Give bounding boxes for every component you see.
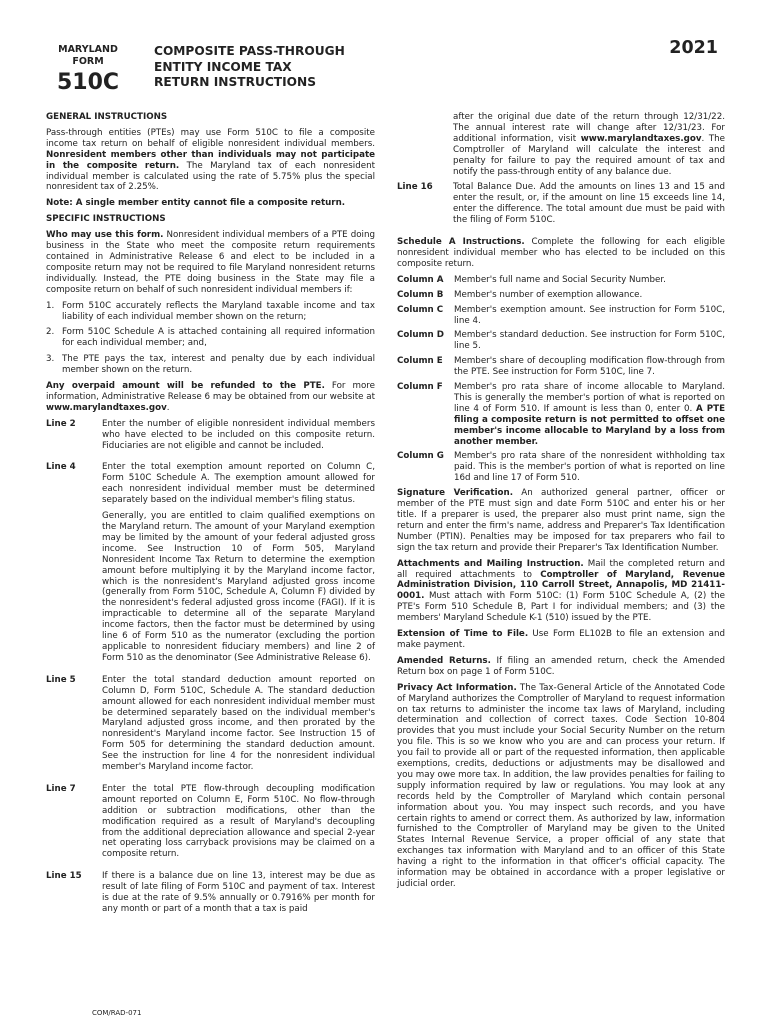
column-c-row bbox=[397, 305, 725, 327]
amended-text: If filing an amended return, check the Amended Return box on page 1 of Form 510C. bbox=[397, 655, 725, 677]
line-text: Enter the total PTE flow-through decoupling modification amount reported on Column E, Form 510C. No flow-through addition or subtraction modifications, other than the modification required as a result of Maryland's decoupling from the additional depreciation allowance and special 2-year net operating loss carryback provisions may be claimed on a composite return. bbox=[102, 783, 375, 860]
amended-heading: Amended Returns. bbox=[397, 655, 491, 666]
single-member-note: Note: A single member entity cannot file a composite return. bbox=[46, 198, 346, 209]
line-16-instruction bbox=[397, 182, 725, 231]
right-column bbox=[397, 112, 725, 895]
column-f-row bbox=[397, 382, 725, 447]
list-number: 3. bbox=[46, 354, 55, 365]
column-label: Column B bbox=[397, 289, 444, 300]
column-b-row bbox=[397, 290, 725, 301]
line-text: Enter the total standard deduction amount reported on Column D, Form 510C, Schedule A. The standard deduction amount allowed for each nonresident individual member must be determined separately based on the individual member's Maryland adjusted gross income, and then prorated by the nonresident's Maryland income factor. See Instruction 15 of Form 505 for determining the standard deduction amount. See the instruction for line 4 for the nonresident individual member's Maryland income factor. bbox=[102, 674, 375, 773]
state-label: MARYLAND bbox=[58, 44, 118, 55]
line-text: Enter the number of eligible nonresident individual members who have elected to be included on this composite return. Fiduciaries are not eligible and cannot be included. bbox=[102, 418, 375, 451]
privacy-paragraph bbox=[397, 683, 725, 890]
form-code-footer: COM/RAD-071 bbox=[92, 1009, 142, 1017]
continuation-text-end: . The Comptroller of Maryland will calculate the interest and penalty for failure to pay the required amount of tax and notify the pass-through entity of any balance due. bbox=[453, 133, 725, 177]
left-column bbox=[46, 112, 375, 926]
list-item bbox=[46, 301, 375, 323]
column-label: Column E bbox=[397, 356, 443, 367]
overpaid-end: . bbox=[166, 402, 170, 413]
attachments-paragraph bbox=[397, 559, 725, 624]
column-g-row bbox=[397, 451, 725, 484]
line-text: If there is a balance due on line 13, interest may be due as result of late filing of Form 510C and payment of tax. Interest is due at the rate of 9.5% annually or 0.7916% per month for any month or part of a month that a tax is paid bbox=[102, 871, 375, 914]
column-e-row bbox=[397, 356, 725, 378]
who-may-use-paragraph bbox=[46, 230, 375, 295]
line-label: Line 2 bbox=[46, 418, 76, 429]
title-line-1: COMPOSITE PASS-THROUGH bbox=[154, 44, 345, 58]
list-text: Form 510C Schedule A is attached containing all required information for each individual member; and, bbox=[62, 327, 375, 349]
column-text bbox=[454, 382, 725, 447]
website-link[interactable]: www.marylandtaxes.gov bbox=[580, 133, 702, 144]
mailing-address: Comptroller of Maryland, Revenue Administration Division, 110 Carroll Street, Annapolis, MD 21411-0001. bbox=[397, 569, 725, 602]
list-text: Form 510C accurately reflects the Maryland taxable income and tax liability of each individual member shown on the return; bbox=[62, 300, 375, 322]
column-text: Member's share of decoupling modification flow-through from the PTE. See instruction for Form 510C, line 7. bbox=[454, 356, 725, 378]
continuation-text: after the original due date of the return through 12/31/22. The annual interest rate will change after 12/31/23. For additional information, visit bbox=[453, 112, 725, 144]
line-text: Generally, you are entitled to claim qualified exemptions on the Maryland return. The amount of your Maryland exemption may be limited by the amount of your federal adjusted gross income. See Instruction 10 of Form 505, Maryland Nonresident Income Tax Return to determine the exemption amount before multiplying it by the Maryland income factor, which is the nonresident's Maryland adjusted gross income (generally from Form 510C, Schedule A, Column F) divided by the nonresident's federal adjusted gross income (FAGI). If it is impracticable to determine all of the separate Maryland income factors, then the factor must be determined by using line 6 of Form 510 as the numerator (excluding the portion applicable to nonresident fiduciary members) and line 2 of Form 510 as the denominator (See Administrative Release 6). bbox=[102, 511, 375, 663]
privacy-text: The Tax-General Article of the Annotated Code of Maryland authorizes the Comptroller of Maryland to request information on tax returns to administer the income tax laws of Maryland, including determination and collection of correct taxes. Code Section 10-804 provides that you must include your Social Security Number on the return you file. This is so we know who you are and can process your return. If you fail to provide all or part of the requested information, then applicable exemptions, credits, deductions or adjustments may be disallowed and you may owe more tax. In addition, the law provides penalties for failing to supply information required by law or regulations. You may look at any records held by the Comptroller of Maryland which contain personal information about you. You may inspect such records, and you have certain rights to amend or correct them. As authorized by law, information furnished to the Comptroller of Maryland may be given to the United States Internal Revenue Service, a proper official of any state that exchanges tax information with Maryland and to an officer of this State having a right to the information in that officer's official capacity. The information may be obtained in accordance with a proper legislative or judicial order. bbox=[397, 682, 725, 889]
list-number: 1. bbox=[46, 300, 55, 311]
form-label: FORM bbox=[72, 55, 104, 67]
list-text: The PTE pays the tax, interest and penalty due by each individual member shown on the return. bbox=[62, 354, 375, 376]
column-label: Column A bbox=[397, 274, 444, 285]
column-label: Column G bbox=[397, 451, 444, 462]
line-text: Total Balance Due. Add the amounts on lines 13 and 15 and enter the result, or, if the amount on line 15 exceeds line 14, enter the difference. The total amount due must be paid with the filing of Form 510C. bbox=[453, 182, 725, 226]
line-2-instruction bbox=[46, 419, 375, 457]
specific-instructions-heading: SPECIFIC INSTRUCTIONS bbox=[46, 214, 166, 225]
extension-paragraph bbox=[397, 629, 725, 651]
general-instructions-heading: GENERAL INSTRUCTIONS bbox=[46, 112, 168, 122]
signature-text: An authorized general partner, officer or member of the PTE must sign and date Form 510C and enter his or her title. If a preparer is used, the preparer also must print name, sign the return and enter the firm's name, address and Preparer's Tax Identification Number (PTIN). Penalties may be imposed for tax preparers who fail to sign the tax return and provide their Preparer's Tax Identification Number. bbox=[397, 488, 725, 553]
signature-heading: Signature Verification. bbox=[397, 488, 514, 499]
general-text-a: Pass-through entities (PTEs) may use Form 510C to file a composite income tax return on behalf of eligible nonresident individual members. bbox=[46, 127, 375, 149]
overpaid-paragraph bbox=[46, 381, 375, 414]
line-label: Line 16 bbox=[397, 182, 433, 193]
line-label: Line 7 bbox=[46, 783, 76, 794]
general-text-c: The Maryland tax of each nonresident individual member is calculated using the rate of 5.75% plus the special nonresident tax of 2.25%. bbox=[46, 160, 375, 193]
amended-paragraph bbox=[397, 656, 725, 678]
schedule-a-paragraph bbox=[397, 237, 725, 270]
who-text: Nonresident individual members of a PTE doing business in the State who meet the composite return requirements contained in Administrative Release 6 and elect to be included in a composite return may not be required to file Maryland nonresident returns individually. Instead, the PTE doing business in the State may file a composite return on behalf of such nonresident individual members if: bbox=[46, 230, 375, 295]
privacy-heading: Privacy Act Information. bbox=[397, 682, 517, 693]
line-7-instruction bbox=[46, 784, 375, 865]
extension-text: Use Form EL102B to file an extension and make payment. bbox=[397, 629, 725, 650]
column-a-row bbox=[397, 275, 725, 286]
general-text-b: Nonresident members other than individuals may not participate in the composite return. bbox=[46, 149, 375, 171]
list-item bbox=[46, 354, 375, 376]
line-15-instruction bbox=[46, 871, 375, 920]
line-label: Line 4 bbox=[46, 462, 76, 473]
column-label: Column C bbox=[397, 304, 444, 315]
column-label: Column D bbox=[397, 330, 444, 341]
column-text: Member's pro rata share of the nonresident withholding tax paid. This is the member's portion of what is reported on line 16d and line 17 of Form 510. bbox=[454, 451, 725, 484]
line-15-continuation bbox=[397, 112, 725, 177]
list-number: 2. bbox=[46, 327, 55, 338]
page-title bbox=[154, 44, 414, 91]
column-text: Member's exemption amount. See instruction for Form 510C, line 4. bbox=[454, 304, 725, 326]
title-line-2: ENTITY INCOME TAX bbox=[154, 59, 292, 74]
general-instructions-paragraph bbox=[46, 128, 375, 193]
column-f-warning: A PTE filing a composite return is not permitted to offset one member's income allocable to Maryland by a loss from another member. bbox=[454, 403, 726, 447]
who-heading: Who may use this form. bbox=[46, 230, 164, 241]
extension-heading: Extension of Time to File. bbox=[397, 629, 529, 640]
line-text: Enter the total exemption amount reported on Column C, Form 510C Schedule A. The exemption amount allowed for each nonresident individual member must be determined separately based on the individual member's filing status. bbox=[102, 462, 375, 506]
website-link[interactable]: www.marylandtaxes.gov bbox=[46, 402, 167, 413]
title-line-3: RETURN INSTRUCTIONS bbox=[154, 75, 316, 89]
column-f-text: Member's pro rata share of income allocable to Maryland. This is generally the member's portion of what is reported on line 4 of Form 510. If amount is less than 0, enter 0. bbox=[454, 382, 725, 414]
attachments-text-end: Must attach with Form 510C: (1) Form 510C Schedule A, (2) the PTE's Form 510 Schedule B, Part I for individual members; and (3) the members' Maryland Schedule K-1 (510) issued by the PTE. bbox=[397, 591, 725, 624]
attachments-text: Mail the completed return and all required attachments to bbox=[397, 558, 725, 580]
column-text: Member's number of exemption allowance. bbox=[454, 289, 643, 300]
schedule-a-heading: Schedule A Instructions. bbox=[397, 237, 525, 248]
tax-year: 2021 bbox=[669, 38, 718, 58]
column-text: Member's standard deduction. See instruction for Form 510C, line 5. bbox=[454, 330, 725, 352]
line-label: Line 15 bbox=[46, 871, 82, 882]
form-number: 510C bbox=[56, 70, 120, 95]
line-5-instruction bbox=[46, 675, 375, 778]
overpaid-heading: Any overpaid amount will be refunded to the PTE. bbox=[46, 381, 325, 392]
list-item bbox=[46, 327, 375, 349]
form-id-block bbox=[52, 44, 124, 97]
schedule-a-text: Complete the following for each eligible nonresident individual member who has elected to be included on this composite return. bbox=[397, 237, 725, 269]
overpaid-text: For more information, Administrative Release 6 may be obtained from our website at bbox=[46, 381, 375, 402]
column-text: Member's full name and Social Security Number. bbox=[454, 274, 666, 285]
attachments-heading: Attachments and Mailing Instruction. bbox=[397, 558, 584, 569]
column-d-row bbox=[397, 330, 725, 352]
line-4-instruction bbox=[46, 462, 375, 668]
signature-paragraph bbox=[397, 488, 725, 553]
line-label: Line 5 bbox=[46, 674, 76, 685]
column-label: Column F bbox=[397, 382, 443, 393]
